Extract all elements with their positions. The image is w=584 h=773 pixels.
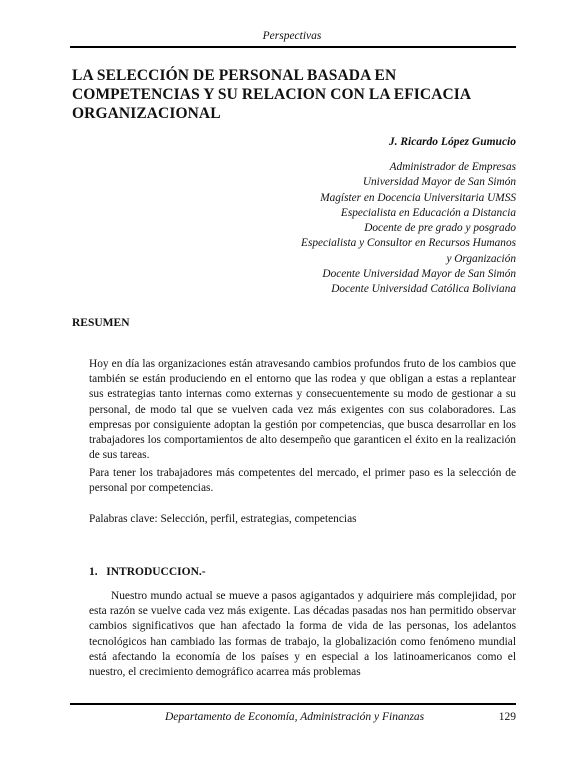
- introduction-paragraph: Nuestro mundo actual se mueve a pasos agigantados y adquiriere más complejidad, por esta razón se vuelve cada vez más exigente. Las décadas pasadas nos han permitido observar cambios significativos que han afectado la forma de vida de las personas, los adelantos tecnológicos han cambiado las formas de trabajo, la globalización como fenómeno mundial está afectando la economía de los países y en especial a los latinoamericanos como el nuestro, el crecimiento demográfico acarrea más problemas: [89, 590, 516, 679]
- credential-line: Docente de pre grado y posgrado: [364, 222, 516, 235]
- credential-line: y Organización: [446, 252, 516, 265]
- credential-line: Especialista y Consultor en Recursos Humanos: [301, 237, 516, 250]
- credential-line: Administrador de Empresas: [389, 161, 516, 173]
- credential-line: Especialista en Educación a Distancia: [340, 206, 516, 219]
- article-title: LA SELECCIÓN DE PERSONAL BASADA EN COMPETENCIAS Y SU RELACION CON LA EFICACIA ORGANIZACIONAL: [72, 67, 471, 122]
- credential-line: Docente Universidad Mayor de San Simón: [322, 268, 516, 281]
- page-number: 129: [498, 711, 516, 723]
- credential-line: Magíster en Docencia Universitaria UMSS: [320, 191, 516, 204]
- credential-line: Universidad Mayor de San Simón: [362, 176, 516, 189]
- abstract-paragraph: Hoy en día las organizaciones están atravesando cambios profundos fruto de los cambios que también se están produciendo en el entorno que las rodea y que obligan a estas a replantear sus estrategias tanto internas como externas y consecuentemente su modo de gestionar a su personal, de modo tal que se vuelven cada vez más exigentes con sus colaboradores. Las empresas por consiguiente adoptan la gestión por competencias, que busca desarrollar en los trabajadores los comportamientos de alto desempeño que garanticen el éxito en la realización de sus tareas.: [89, 358, 516, 462]
- header-rule: [70, 46, 516, 48]
- keywords: Palabras clave: Selección, perfil, estrategias, competencias: [89, 513, 357, 525]
- running-header: Perspectivas: [262, 30, 322, 42]
- credential-line: Docente Universidad Católica Boliviana: [331, 283, 516, 296]
- abstract-paragraph: Para tener los trabajadores más competentes del mercado, el primer paso es la selección de personal por competencias.: [89, 467, 516, 495]
- footer-rule: [70, 703, 516, 705]
- author-credentials: [301, 160, 516, 298]
- abstract-heading: RESUMEN: [72, 317, 130, 329]
- article-author: J. Ricardo López Gumucio: [388, 136, 516, 148]
- footer-department: Departamento de Economía, Administración y Finanzas: [165, 711, 425, 723]
- introduction-heading: 1. INTRODUCCION.-: [89, 566, 206, 578]
